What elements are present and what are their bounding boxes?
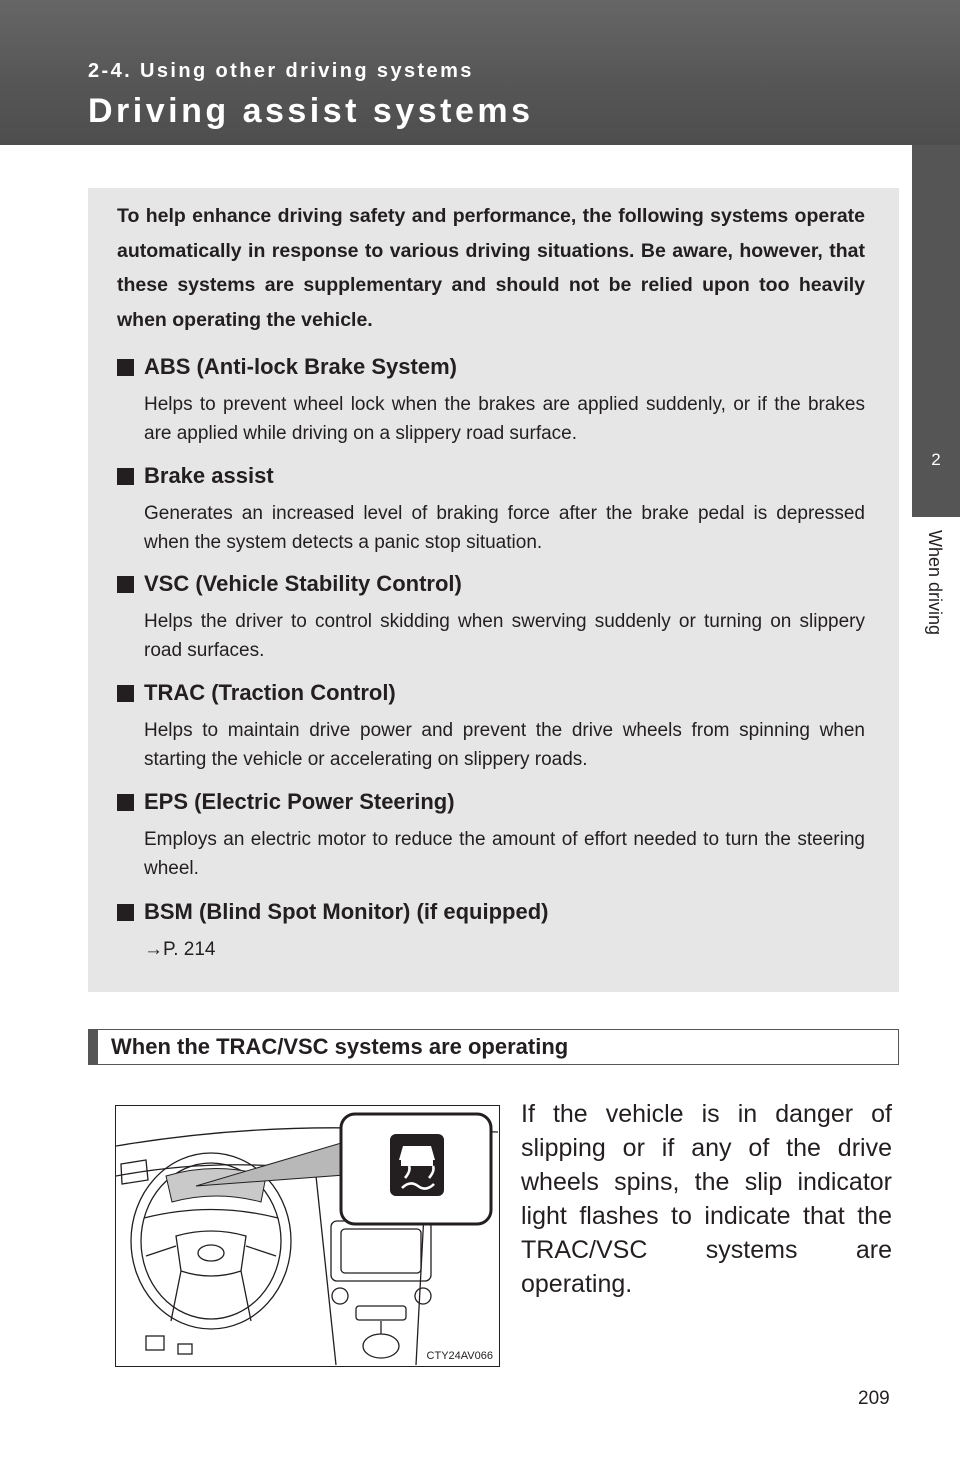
page-number: 209 — [858, 1388, 890, 1409]
slip-indicator-icon — [390, 1134, 444, 1196]
subsection-accent — [88, 1029, 98, 1065]
subsection-body: If the vehicle is in danger of slipping or if any of the drive wheels spins, the slip indicator light flashes to indicate that the TRAC/VSC systems are operating. — [521, 1100, 892, 1298]
square-bullet-icon — [117, 794, 134, 811]
section-label: 2-4. Using other driving systems — [88, 60, 474, 82]
figure-code: CTY24AV066 — [426, 1350, 493, 1362]
square-bullet-icon — [117, 468, 134, 485]
page-reference-link[interactable]: →P. 214 — [144, 939, 216, 960]
dashboard-illustration — [115, 1105, 500, 1367]
system-description: Employs an electric motor to reduce the amount of effort needed to turn the steering wheel. — [144, 829, 865, 879]
subsection-title: When the TRAC/VSC systems are operating — [111, 1034, 569, 1059]
system-heading-text: BSM (Blind Spot Monitor) (if equipped) — [144, 899, 549, 924]
chapter-tab-number: 2 — [931, 450, 941, 469]
page-header — [0, 0, 960, 145]
square-bullet-icon — [117, 576, 134, 593]
system-heading — [117, 678, 865, 708]
system-heading-text: ABS (Anti-lock Brake System) — [144, 354, 457, 379]
system-item-bsm — [117, 897, 865, 964]
system-description: Helps the driver to control skidding when swerving suddenly or turning on slippery road surfaces. — [144, 611, 865, 661]
system-heading-text: TRAC (Traction Control) — [144, 680, 396, 705]
system-heading — [117, 352, 865, 382]
square-bullet-icon — [117, 685, 134, 702]
system-heading — [117, 897, 865, 927]
system-heading — [117, 787, 865, 817]
system-description: Helps to prevent wheel lock when the brakes are applied suddenly, or if the brakes are applied while driving on a slippery road surface. — [144, 394, 865, 444]
page-title: Driving assist systems — [88, 92, 534, 130]
system-heading — [117, 569, 865, 599]
system-item-trac — [117, 678, 865, 774]
system-heading — [117, 461, 865, 491]
system-item-brake-assist — [117, 461, 865, 557]
system-description: Generates an increased level of braking force after the brake pedal is depressed when the system detects a panic stop situation. — [144, 503, 865, 553]
system-heading-text: EPS (Electric Power Steering) — [144, 789, 455, 814]
system-item-eps — [117, 787, 865, 883]
system-description: Helps to maintain drive power and prevent the drive wheels from spinning when starting the vehicle or accelerating on slippery roads. — [144, 720, 865, 770]
system-heading-text: Brake assist — [144, 463, 274, 488]
square-bullet-icon — [117, 359, 134, 376]
system-item-vsc — [117, 569, 865, 665]
subsection-heading-bar — [88, 1029, 899, 1065]
system-item-abs — [117, 352, 865, 448]
chapter-tab-label: When driving — [925, 530, 945, 636]
intro-paragraph: To help enhance driving safety and performance, the following systems operate automatically in response to various driving situations. Be aware, however, that these systems are supplementary and should not be relied upon too heavily when operating the vehicle. — [117, 205, 865, 331]
dashboard-drawing — [116, 1106, 498, 1365]
square-bullet-icon — [117, 904, 134, 921]
system-heading-text: VSC (Vehicle Stability Control) — [144, 571, 462, 596]
